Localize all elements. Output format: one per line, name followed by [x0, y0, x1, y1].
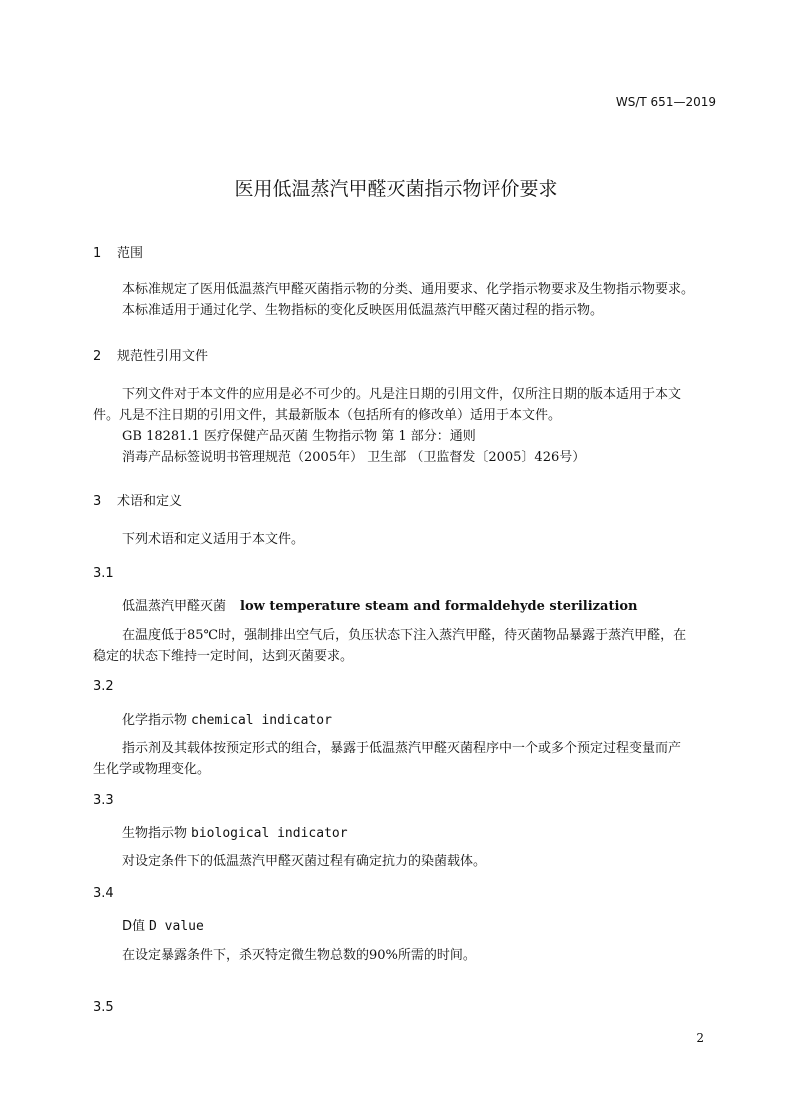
- section-1-heading: [93, 242, 143, 261]
- section-3-heading: [93, 490, 182, 509]
- term-english: D value: [149, 919, 204, 934]
- definition: 稳定的状态下维持一定时间，达到灭菌要求。: [93, 649, 354, 664]
- paragraph: 本标准规定了医用低温蒸汽甲醛灭菌指示物的分类、通用要求、化学指示物要求及生物指示物要求。: [122, 282, 695, 297]
- reference-item: 消毒产品标签说明书管理规范（2005年） 卫生部 （卫监督发〔2005〕426号）: [122, 450, 586, 465]
- term-chinese: D值: [122, 919, 146, 934]
- term-english: chemical indicator: [191, 713, 332, 728]
- standard-number: WS/T 651—2019: [615, 95, 716, 109]
- section-number: 3: [93, 494, 102, 509]
- definition: 生化学或物理变化。: [93, 762, 211, 777]
- section-title: 范围: [117, 246, 144, 261]
- term-heading: [122, 709, 332, 728]
- section-number: 2: [93, 349, 102, 364]
- subclause-number: 3.1: [93, 566, 114, 581]
- term-chinese: 化学指示物: [122, 713, 188, 728]
- term-heading: [122, 822, 348, 841]
- term-chinese: 低温蒸汽甲醛灭菌: [122, 599, 227, 614]
- definition: 在温度低于85℃时，强制排出空气后，负压状态下注入蒸汽甲醛，待灭菌物品暴露于蒸汽甲醛，在: [122, 628, 687, 643]
- subclause-number: 3.2: [93, 679, 114, 694]
- paragraph: 本标准适用于通过化学、生物指标的变化反映医用低温蒸汽甲醛灭菌过程的指示物。: [122, 303, 604, 318]
- section-2-heading: [93, 345, 208, 364]
- reference-item: GB 18281.1 医疗保健产品灭菌 生物指示物 第 1 部分：通则: [122, 429, 476, 444]
- term-heading: [122, 915, 204, 934]
- paragraph: 件。凡是不注日期的引用文件，其最新版本（包括所有的修改单）适用于本文件。: [93, 408, 562, 423]
- subclause-number: 3.4: [93, 886, 114, 901]
- term-heading: [122, 595, 638, 614]
- term-english: low temperature steam and formaldehyde sterilization: [240, 599, 638, 614]
- paragraph: 下列文件对于本文件的应用是必不可少的。凡是注日期的引用文件，仅所注日期的版本适用于本文: [122, 387, 682, 402]
- definition: 在设定暴露条件下，杀灭特定微生物总数的90%所需的时间。: [122, 948, 476, 963]
- document-title: 医用低温蒸汽甲醛灭菌指示物评价要求: [234, 178, 558, 200]
- subclause-number: 3.5: [93, 1000, 114, 1015]
- definition: 指示剂及其载体按预定形式的组合，暴露于低温蒸汽甲醛灭菌程序中一个或多个预定过程变量而产: [122, 741, 682, 756]
- definition: 对设定条件下的低温蒸汽甲醛灭菌过程有确定抗力的染菌载体。: [122, 854, 487, 869]
- term-english: biological indicator: [191, 826, 348, 841]
- section-title: 规范性引用文件: [117, 349, 209, 364]
- term-chinese: 生物指示物: [122, 826, 188, 841]
- paragraph: 下列术语和定义适用于本文件。: [122, 532, 305, 547]
- section-title: 术语和定义: [117, 494, 183, 509]
- subclause-number: 3.3: [93, 793, 114, 808]
- page-number: 2: [696, 1031, 704, 1045]
- section-number: 1: [93, 246, 102, 261]
